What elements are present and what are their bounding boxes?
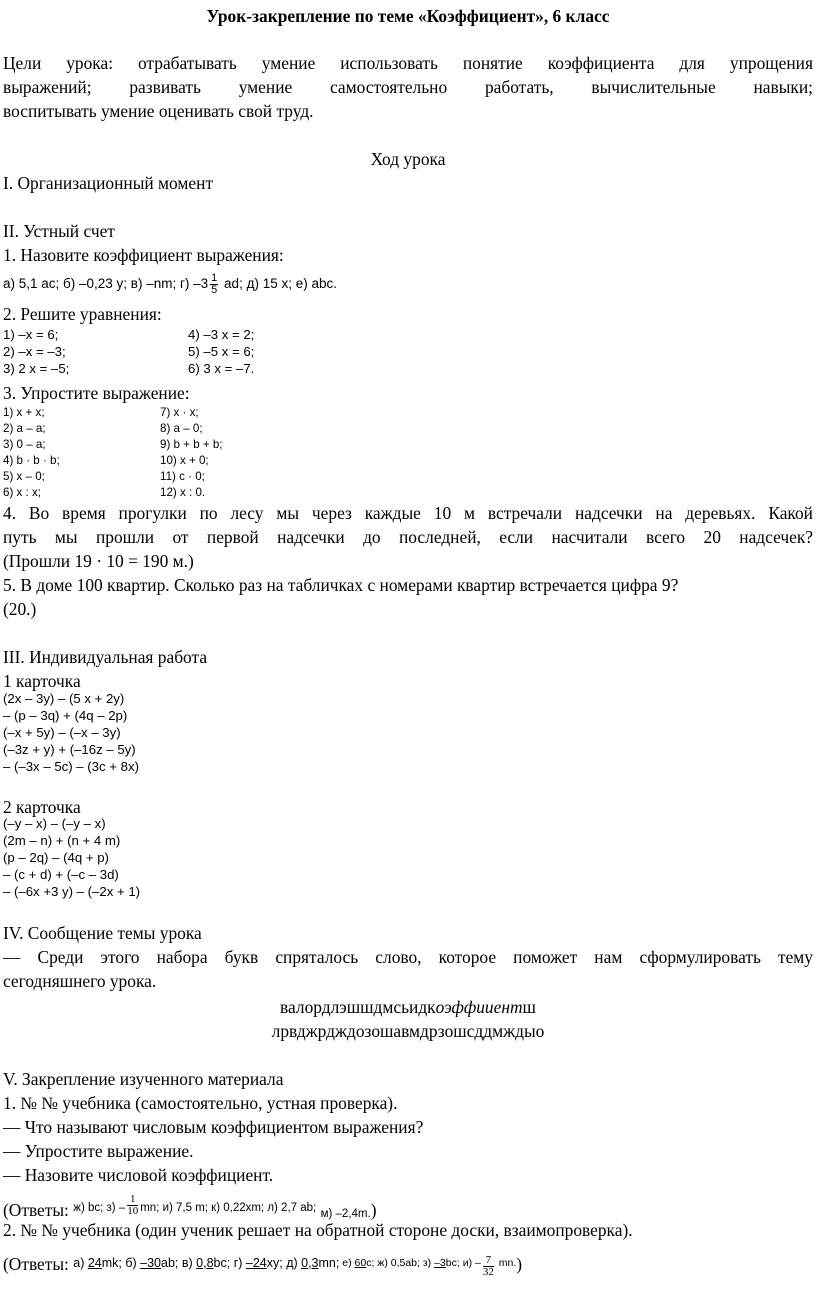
- q5-line-2: (20.): [3, 599, 37, 619]
- s5-line-1: 1. № № учебника (самостоятельно, устная проверка).: [3, 1093, 398, 1113]
- card-2-expr-3: (p – 2q) – (4q + p): [3, 850, 109, 865]
- q1-title: 1. Назовите коэффициент выражения:: [3, 245, 284, 265]
- q2-eq-3: 3) 2 x = –5;: [3, 361, 70, 376]
- section-2-title: II. Устный счет: [3, 221, 115, 241]
- card-1-expr-2: – (p – 3q) + (4q – 2p): [3, 708, 128, 723]
- letter-puzzle-line-1: валордлэшшдмсьидкоэффииентш: [280, 997, 536, 1017]
- s5-line-4: — Назовите числовой коэффициент.: [3, 1165, 274, 1185]
- s4-text-line-2: сегодняшнего урока.: [3, 971, 157, 991]
- s5-line-2: — Что называют числовым коэффициентом выражения?: [3, 1117, 424, 1137]
- section-3-title: III. Индивидуальная работа: [3, 647, 208, 667]
- q1-fraction: $\frac{1}{5}$: [211, 272, 218, 296]
- q2-eq-1: 1) –x = 6;: [3, 327, 59, 342]
- q3-item-1: 1) x + x;: [3, 406, 45, 419]
- q2-eq-6: 6) 3 x = –7.: [188, 361, 255, 376]
- s5-line-5: 2. № № учебника (один ученик решает на обратной стороне доски, взаимопроверка).: [3, 1220, 633, 1240]
- card-2-expr-5: – (–6x +3 y) – (–2x + 1): [3, 884, 141, 899]
- page-title: Урок-закрепление по теме «Коэффициент», 6 класс: [206, 6, 610, 26]
- q2-eq-2: 2) –x = –3;: [3, 344, 66, 359]
- card-2-expr-1: (–y – x) – (–y – x): [3, 816, 106, 831]
- answers-2-main: а) 24mk; б) –30ab; в) 0,8bc; г) –24xy; д) 0,3mn;: [73, 1256, 340, 1270]
- q1-expression: а) 5,1 ac; б) –0,23 y; в) –nm; г) –3 $\frac{1}{5}$ ad; д) 15 x; е) abc.: [3, 272, 337, 296]
- q4-line-3: (Прошли 19 · 10 = 190 м.): [3, 551, 194, 571]
- section-4-title: IV. Сообщение темы урока: [3, 923, 202, 943]
- goals-line-3: воспитывать умение оценивать свой труд.: [3, 101, 314, 121]
- q3-item-11: 11) c · 0;: [160, 470, 205, 483]
- course-heading: Ход урока: [370, 149, 446, 169]
- answers-2: (Ответы: а) 24mk; б) –30ab; в) 0,8bc; г) –24xy; д) 0,3mn; $^{е) 60c; ж) 0,5ab; з) -3bc; и) -}$ $\frac{7}{32}$ $^{mn.}$): [3, 1253, 523, 1278]
- q3-item-6: 6) x : x;: [3, 486, 42, 499]
- q3-item-3: 3) 0 – a;: [3, 438, 46, 451]
- s4-text-line-1: — Среди этого набора букв спряталось слово, которое поможет нам сформулировать тему: [3, 947, 813, 967]
- card-1-title: 1 карточка: [3, 671, 81, 691]
- answers-2-fraction: $\frac{7}{32}$: [482, 1253, 494, 1278]
- q2-title: 2. Решите уравнения:: [3, 304, 162, 324]
- goals-line-1: Цели урока: отрабатывать умение использовать понятие коэффициента для упрощения: [3, 53, 813, 73]
- card-1-expr-1: (2x – 3y) – (5 x + 2y): [3, 691, 125, 706]
- card-1-expr-3: (–x + 5y) – (–x – 3y): [3, 725, 121, 740]
- q3-item-7: 7) x · x;: [160, 406, 199, 419]
- hidden-word: оэффииент: [435, 997, 523, 1017]
- q3-item-10: 10) x + 0;: [160, 454, 209, 467]
- letter-puzzle-line-2: лрвджрдждозошавмдрзошсддмждыо: [271, 1021, 545, 1041]
- q4-line-1: 4. Во время прогулки по лесу мы через каждые 10 м встречали надсечки на деревьях. Какой: [3, 503, 813, 523]
- q5-line-1: 5. В доме 100 квартир. Сколько раз на табличках с номерами квартир встречается цифра 9?: [3, 575, 679, 595]
- q3-item-5: 5) x – 0;: [3, 470, 45, 483]
- q2-eq-5: 5) –5 x = 6;: [188, 344, 255, 359]
- card-1-expr-5: – (–3x – 5c) – (3c + 8x): [3, 759, 139, 774]
- card-2-expr-4: – (c + d) + (–c – 3d): [3, 867, 119, 882]
- q3-title: 3. Упростите выражение:: [3, 383, 190, 403]
- section-5-title: V. Закрепление изученного материала: [3, 1069, 284, 1089]
- card-1-expr-4: (–3z + y) + (–16z – 5y): [3, 742, 136, 757]
- s5-line-3: — Упростите выражение.: [3, 1141, 194, 1161]
- card-2-expr-2: (2m – n) + (n + 4 m): [3, 833, 121, 848]
- q3-item-4: 4) b · b · b;: [3, 454, 60, 467]
- q4-line-2: путь мы прошли от первой надсечки до последней, если насчитали всего 20 надсечек?: [3, 527, 813, 547]
- q2-eq-4: 4) –3 x = 2;: [188, 327, 255, 342]
- answers-2-tail: е) 60c; ж) 0,5ab; з) –3bc; и) –: [339, 1257, 481, 1269]
- answers-1: (Ответы: $^{ж) bc; з) -}$ $\frac{1}{10}$ $^{mn; и) 7,5 m; к) 0,22xm; л) 2,7 ab;}$ м) –2,4m.): [3, 1193, 377, 1220]
- q3-item-12: 12) x : 0.: [160, 486, 206, 499]
- card-2-title: 2 карточка: [3, 797, 81, 817]
- q3-item-9: 9) b + b + b;: [160, 438, 223, 451]
- q3-item-2: 2) a – a;: [3, 422, 46, 435]
- goals-line-2: выражений; развивать умение самостоятельно работать, вычислительные навыки;: [3, 77, 813, 97]
- answers-1-fraction: $\frac{1}{10}$: [127, 1193, 139, 1217]
- section-1-title: I. Организационный момент: [3, 173, 214, 193]
- q3-item-8: 8) a – 0;: [160, 422, 203, 435]
